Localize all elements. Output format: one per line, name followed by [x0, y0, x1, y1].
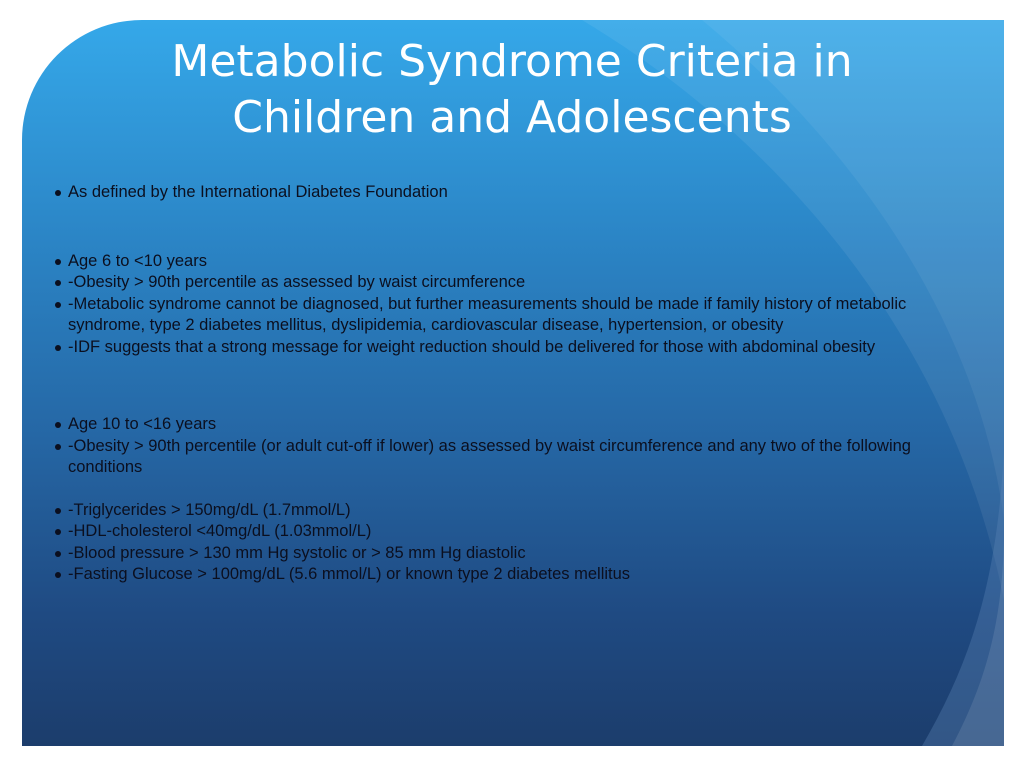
bullet-text: -Metabolic syndrome cannot be diagnosed, but further measurements should be made if family history of metabolic syndrome, type 2 diabetes mellitus, dyslipidemia, cardiovascular disease, hypertension, or obesity	[68, 294, 907, 334]
bullet-icon	[55, 529, 61, 535]
list-item	[55, 436, 980, 479]
bullet-list	[55, 182, 980, 586]
bullet-text: -Blood pressure > 130 mm Hg systolic or > 85 mm Hg diastolic	[68, 543, 526, 562]
bullet-text: -Obesity > 90th percentile (or adult cut-off if lower) as assessed by waist circumference and any two of the following conditions	[68, 436, 911, 476]
bullet-text: -HDL-cholesterol <40mg/dL (1.03mmol/L)	[68, 522, 372, 540]
bullet-icon	[55, 572, 61, 578]
bullet-text: Age 10 to <16 years	[68, 415, 217, 433]
list-item	[55, 543, 980, 565]
bullet-icon	[55, 259, 61, 265]
slide-title: Metabolic Syndrome Criteria in Children and Adolescents	[171, 36, 853, 143]
list-item	[55, 272, 980, 294]
list-item	[55, 414, 980, 436]
bullet-icon	[55, 551, 61, 557]
bullet-text: As defined by the International Diabetes Foundation	[68, 183, 448, 201]
list-item	[55, 182, 980, 204]
list-item	[55, 294, 980, 337]
list-item	[55, 500, 980, 522]
bullet-icon	[55, 422, 61, 428]
list-item	[55, 521, 980, 543]
bullet-icon	[55, 444, 61, 450]
bullet-text: -IDF suggests that a strong message for weight reduction should be delivered for those with abdominal obesity	[68, 337, 876, 356]
slide	[22, 20, 1004, 746]
bullet-text: -Fasting Glucose > 100mg/dL (5.6 mmol/L) or known type 2 diabetes mellitus	[68, 565, 631, 583]
list-item	[55, 564, 980, 586]
bullet-text: -Obesity > 90th percentile as assessed by waist circumference	[68, 273, 526, 291]
bullet-text: -Triglycerides > 150mg/dL (1.7mmol/L)	[68, 500, 351, 519]
bullet-icon	[55, 302, 61, 308]
bullet-icon	[55, 508, 61, 514]
bullet-text: Age 6 to <10 years	[68, 251, 207, 270]
list-item	[55, 251, 980, 273]
bullet-icon	[55, 280, 61, 286]
bullet-icon	[55, 190, 61, 196]
list-item	[55, 337, 980, 359]
bullet-icon	[55, 345, 61, 351]
